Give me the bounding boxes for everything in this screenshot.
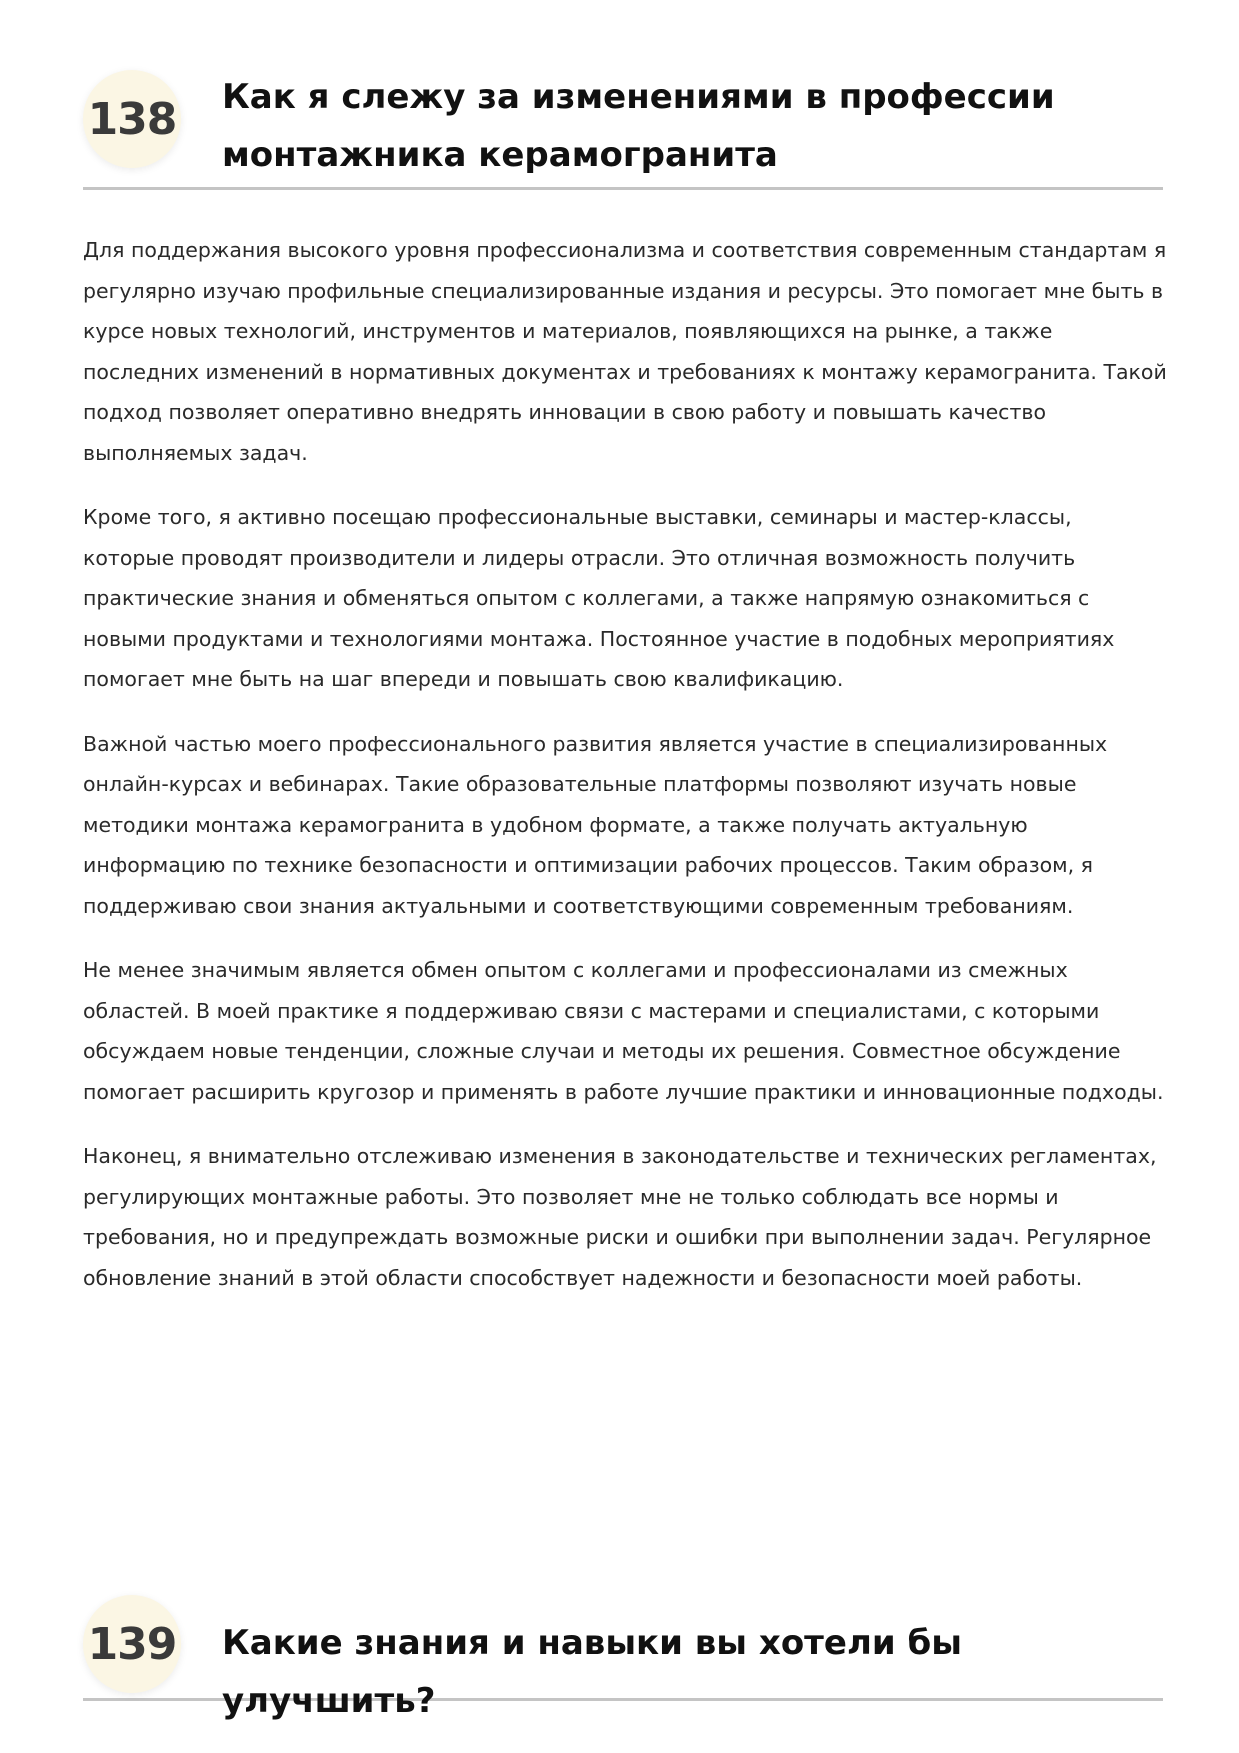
paragraph: Кроме того, я активно посещаю профессиональные выставки, семинары и мастер-классы, которые проводят производители и лидеры отрасли. Это отличная возможность получить практические знания и обменяться опытом с коллегами, а также напрямую ознакомиться с новыми продуктами и технологиями монтажа. Постоянное участие в подобных мероприятиях помогает мне быть на шаг впереди и повышать свою квалификацию. [83, 505, 1115, 691]
section-title: Как я слежу за изменениями в профессии монтажника керамогранита [222, 77, 1055, 175]
section-header-139 [83, 1595, 1163, 1721]
question-number-badge: 139 [83, 1595, 181, 1693]
section-title: Какие знания и навыки вы хотели бы улучшить? [222, 1623, 962, 1721]
section-header-138 [83, 62, 1163, 190]
section-body [83, 230, 1168, 1322]
paragraph: Важной частью моего профессионального развития является участие в специализированных онлайн-курсах и вебинарах. Такие образовательные платформы позволяют изучать новые методики монтажа керамогранита в удобном формате, а также получать актуальную информацию по технике безопасности и оптимизации рабочих процессов. Таким образом, я поддерживаю свои знания актуальными и соответствующими современным требованиям. [83, 731, 1108, 918]
paragraph: Наконец, я внимательно отслеживаю изменения в законодательстве и технических регламентах, регулирующих монтажные работы. Это позволяет мне не только соблюдать все нормы и требования, но и предупреждать возможные риски и ошибки при выполнении задач. Регулярное обновление знаний в этой области способствует надежности и безопасности моей работы. [83, 1144, 1157, 1290]
question-number-badge: 138 [83, 70, 181, 168]
paragraph: Не менее значимым является обмен опытом с коллегами и профессионалами из смежных областей. В моей практике я поддерживаю связи с мастерами и специалистами, с которыми обсуждаем новые тенденции, сложные случаи и методы их решения. Совместное обсуждение помогает расширить кругозор и применять в работе лучшие практики и инновационные подходы. [83, 958, 1164, 1104]
paragraph: Для поддержания высокого уровня профессионализма и соответствия современным стандартам я регулярно изучаю профильные специализированные издания и ресурсы. Это помогает мне быть в курсе новых технологий, инструментов и материалов, появляющихся на рынке, а также последних изменений в нормативных документах и требованиях к монтажу керамогранита. Такой подход позволяет оперативно внедрять инновации в свою работу и повышать качество выполняемых задач. [83, 238, 1167, 465]
